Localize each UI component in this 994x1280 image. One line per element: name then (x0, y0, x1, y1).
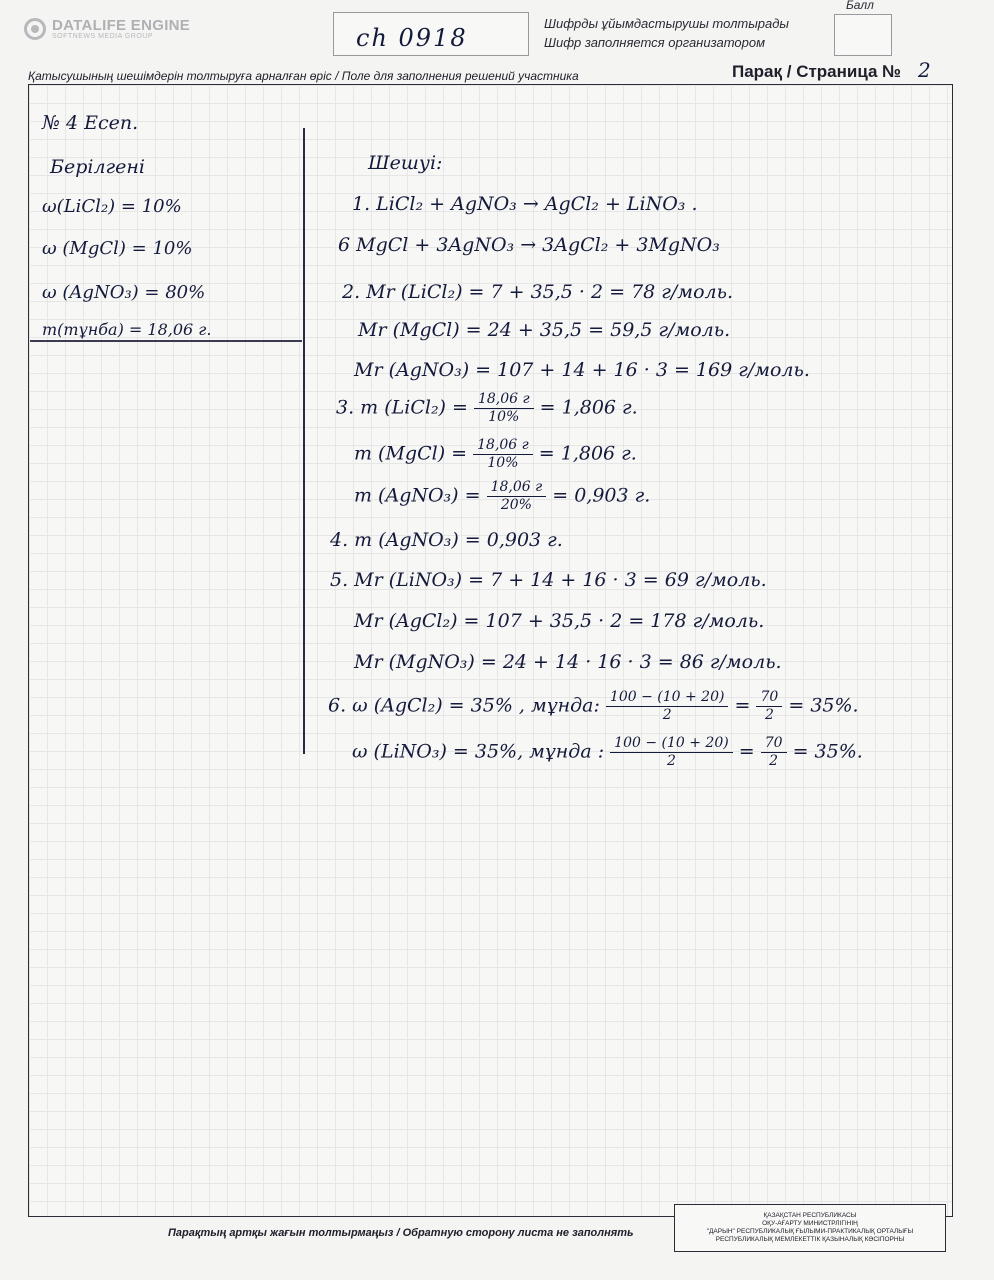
step-2-line-3: Mr (AgNO₃) = 107 + 14 + 16 · 3 = 169 г/моль. (354, 359, 810, 381)
stamp-line: РЕСПУБЛИКАЛЫҚ МЕМЛЕКЕТТІК ҚАЗЫНАЛЫҚ КӘСІПОРНЫ (715, 1236, 905, 1243)
watermark-subtitle: SOFTNEWS MEDIA GROUP (52, 33, 154, 40)
step-3-label: m (MgCl) = (354, 442, 468, 465)
step-6-result: = 35%. (792, 740, 863, 763)
fraction-numerator: 100 − (10 + 20) (610, 736, 733, 753)
given-line-1: ω(LiCl₂) = 10% (42, 196, 182, 217)
score-label: Балл (846, 0, 874, 12)
step-6-label: ω (LiNO₃) = 35%, мұнда : (352, 740, 605, 763)
page-number: 2 (918, 58, 931, 82)
cipher-note-ru: Шифр заполняется организатором (544, 35, 765, 50)
step-6-line-1 (328, 690, 859, 723)
step-6-result: = 35%. (788, 694, 859, 717)
stamp-line: ОҚУ-АҒАРТУ МИНИСТРЛІГІНІҢ (762, 1220, 858, 1227)
step-3-line-3 (354, 480, 650, 513)
step-1-line-2: 6 MgCl + 3AgNO₃ → 3AgCl₂ + 3MgNO₃ (338, 234, 720, 256)
solution-heading: Шешуі: (368, 152, 443, 174)
step-5-line-3: Mr (MgNO₃) = 24 + 14 · 16 · 3 = 86 г/моль. (354, 651, 782, 673)
step-3-result: = 1,806 г. (538, 442, 637, 465)
fraction (610, 736, 733, 769)
equals-sign: = (734, 694, 751, 717)
fraction-numerator: 70 (756, 690, 782, 707)
given-line-2: ω (MgCl) = 10% (42, 238, 193, 259)
step-5-line-2: Mr (AgCl₂) = 107 + 35,5 · 2 = 178 г/моль. (354, 610, 765, 632)
fraction-numerator: 18,06 г (474, 392, 534, 409)
step-6-label: 6. ω (AgCl₂) = 35% , мұнда: (328, 694, 600, 717)
step-3-label: m (AgNO₃) = (354, 484, 481, 507)
fraction (473, 438, 533, 471)
footer-note: Парақтың артқы жағын толтырмаңыз / Обратную сторону листа не заполнять (168, 1227, 634, 1239)
given-divider-horizontal (30, 340, 302, 342)
fraction (474, 392, 534, 425)
step-1-line-1: 1. LiCl₂ + AgNO₃ → AgCl₂ + LiNO₃ . (352, 193, 698, 215)
given-divider-vertical (303, 128, 305, 754)
watermark-logo (24, 18, 190, 40)
fraction-denominator: 10% (488, 409, 520, 425)
fraction-denominator: 2 (764, 707, 774, 723)
cipher-value: ch 0918 (356, 24, 468, 52)
fraction-denominator: 20% (500, 497, 532, 513)
fraction-denominator: 2 (769, 753, 779, 769)
solution-field-label: Қатысушының шешімдерін толтыруға арналған өріс / Поле для заполнения решений участника (28, 69, 579, 83)
problem-title: № 4 Есеп. (42, 112, 139, 134)
step-4: 4. m (AgNO₃) = 0,903 г. (330, 529, 563, 551)
fraction (606, 690, 729, 723)
given-heading: Берілгені (50, 156, 145, 178)
fraction-denominator: 10% (487, 455, 519, 471)
fraction-numerator: 100 − (10 + 20) (606, 690, 729, 707)
step-5-line-1: 5. Mr (LiNO₃) = 7 + 14 + 16 · 3 = 69 г/моль. (330, 569, 767, 591)
score-box (834, 14, 892, 56)
fraction-numerator: 18,06 г (487, 480, 547, 497)
page-label: Парақ / Страница № (732, 62, 902, 81)
stamp-line: ҚАЗАҚСТАН РЕСПУБЛИКАСЫ (763, 1212, 857, 1219)
step-3-label: 3. m (LiCl₂) = (336, 396, 468, 419)
fraction (487, 480, 547, 513)
step-2-line-1: 2. Mr (LiCl₂) = 7 + 35,5 · 2 = 78 г/моль. (342, 281, 733, 303)
step-3-result: = 0,903 г. (552, 484, 651, 507)
step-6-line-2 (352, 736, 863, 769)
stamp-line: "ДАРЫН" РЕСПУБЛИКАЛЫҚ ҒЫЛЫМИ-ПРАКТИКАЛЫҚ ОРТАЛЫҒЫ (706, 1228, 914, 1235)
fraction-denominator: 2 (662, 707, 672, 723)
organization-stamp (674, 1204, 946, 1252)
given-line-4: m(тұнба) = 18,06 г. (42, 320, 212, 339)
fraction-numerator: 70 (761, 736, 787, 753)
step-2-line-2: Mr (MgCl) = 24 + 35,5 = 59,5 г/моль. (358, 319, 731, 341)
fraction-numerator: 18,06 г (473, 438, 533, 455)
logo-icon (24, 18, 46, 40)
fraction (761, 736, 787, 769)
step-3-line-1 (336, 392, 638, 425)
fraction (756, 690, 782, 723)
given-line-3: ω (AgNO₃) = 80% (42, 282, 206, 303)
fraction-denominator: 2 (666, 753, 676, 769)
step-3-result: = 1,806 г. (539, 396, 638, 419)
step-3-line-2 (354, 438, 637, 471)
watermark-title: DATALIFE ENGINE (52, 17, 191, 34)
cipher-note-kz: Шифрды ұйымдастырушы толтырады (544, 16, 790, 31)
equals-sign: = (738, 740, 755, 763)
